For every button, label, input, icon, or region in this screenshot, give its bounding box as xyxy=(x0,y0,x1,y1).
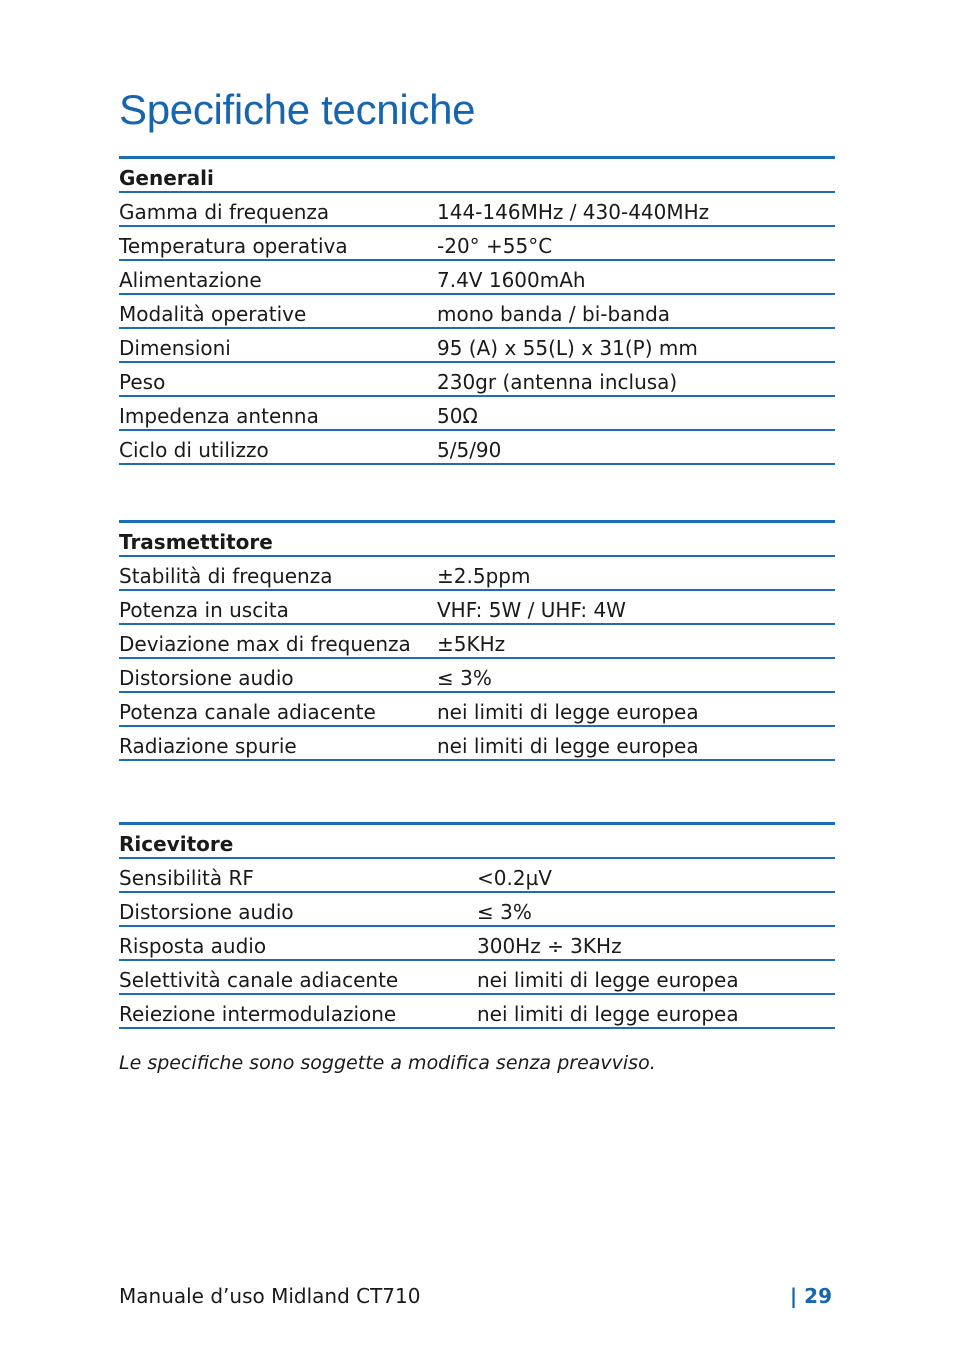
spec-value: ≤ 3% xyxy=(477,900,532,924)
table-header xyxy=(119,822,835,859)
spec-value: <0.2µV xyxy=(477,866,552,890)
page-number: | 29 xyxy=(789,1284,832,1308)
spec-value: 144-146MHz / 430-440MHz xyxy=(437,200,710,224)
spec-value: 7.4V 1600mAh xyxy=(437,268,586,292)
spec-value: 300Hz ÷ 3KHz xyxy=(477,934,622,958)
spec-label: Reiezione intermodulazione xyxy=(119,1002,397,1026)
table-row xyxy=(119,261,835,295)
spec-value: ≤ 3% xyxy=(437,666,492,690)
spec-label: Alimentazione xyxy=(119,268,262,292)
spec-value: ±2.5ppm xyxy=(437,564,531,588)
spec-label: Deviazione max di frequenza xyxy=(119,632,411,656)
table-row xyxy=(119,693,835,727)
table-row xyxy=(119,893,835,927)
spec-value: mono banda / bi-banda xyxy=(437,302,671,326)
table-row xyxy=(119,227,835,261)
spec-label: Temperatura operativa xyxy=(119,234,348,258)
table-row xyxy=(119,961,835,995)
transmitter-specs-table xyxy=(119,520,835,761)
table-row xyxy=(119,927,835,961)
table-row xyxy=(119,995,835,1029)
table-row xyxy=(119,431,835,465)
table-row xyxy=(119,625,835,659)
spec-value: 95 (A) x 55(L) x 31(P) mm xyxy=(437,336,698,360)
spec-value: ±5KHz xyxy=(437,632,506,656)
spec-value: nei limiti di legge europea xyxy=(477,968,739,992)
table-row xyxy=(119,329,835,363)
spec-label: Potenza in uscita xyxy=(119,598,289,622)
spec-label: Distorsione audio xyxy=(119,666,294,690)
spec-value: nei limiti di legge europea xyxy=(477,1002,739,1026)
spec-label: Gamma di frequenza xyxy=(119,200,330,224)
spec-label: Modalità operative xyxy=(119,302,307,326)
spec-value: VHF: 5W / UHF: 4W xyxy=(437,598,626,622)
table-row xyxy=(119,557,835,591)
spec-value: 230gr (antenna inclusa) xyxy=(437,370,678,394)
footer-manual-title: Manuale d’uso Midland CT710 xyxy=(119,1284,421,1308)
page-title: Specifiche tecniche xyxy=(119,86,476,133)
spec-label: Potenza canale adiacente xyxy=(119,700,376,724)
spec-value: 50Ω xyxy=(437,404,478,428)
spec-label: Selettività canale adiacente xyxy=(119,968,399,992)
section-heading: Trasmettitore xyxy=(119,530,273,554)
table-row xyxy=(119,591,835,625)
general-specs-table xyxy=(119,156,835,465)
table-row xyxy=(119,397,835,431)
table-row xyxy=(119,859,835,893)
table-row xyxy=(119,659,835,693)
table-row xyxy=(119,295,835,329)
section-heading: Ricevitore xyxy=(119,832,234,856)
table-row xyxy=(119,193,835,227)
spec-label: Peso xyxy=(119,370,166,394)
disclaimer-note: Le specifiche sono soggette a modifica senza preavviso. xyxy=(119,1052,656,1074)
section-heading: Generali xyxy=(119,166,214,190)
spec-value: -20° +55°C xyxy=(437,234,553,258)
spec-value: nei limiti di legge europea xyxy=(437,734,699,758)
table-header xyxy=(119,520,835,557)
spec-label: Radiazione spurie xyxy=(119,734,297,758)
table-row xyxy=(119,727,835,761)
table-row xyxy=(119,363,835,397)
spec-label: Stabilità di frequenza xyxy=(119,564,333,588)
spec-value: nei limiti di legge europea xyxy=(437,700,699,724)
table-header xyxy=(119,156,835,193)
spec-label: Ciclo di utilizzo xyxy=(119,438,269,462)
spec-label: Distorsione audio xyxy=(119,900,294,924)
spec-label: Dimensioni xyxy=(119,336,231,360)
receiver-specs-table xyxy=(119,822,835,1029)
spec-label: Impedenza antenna xyxy=(119,404,319,428)
spec-label: Risposta audio xyxy=(119,934,267,958)
spec-value: 5/5/90 xyxy=(437,438,502,462)
spec-label: Sensibilità RF xyxy=(119,866,254,890)
